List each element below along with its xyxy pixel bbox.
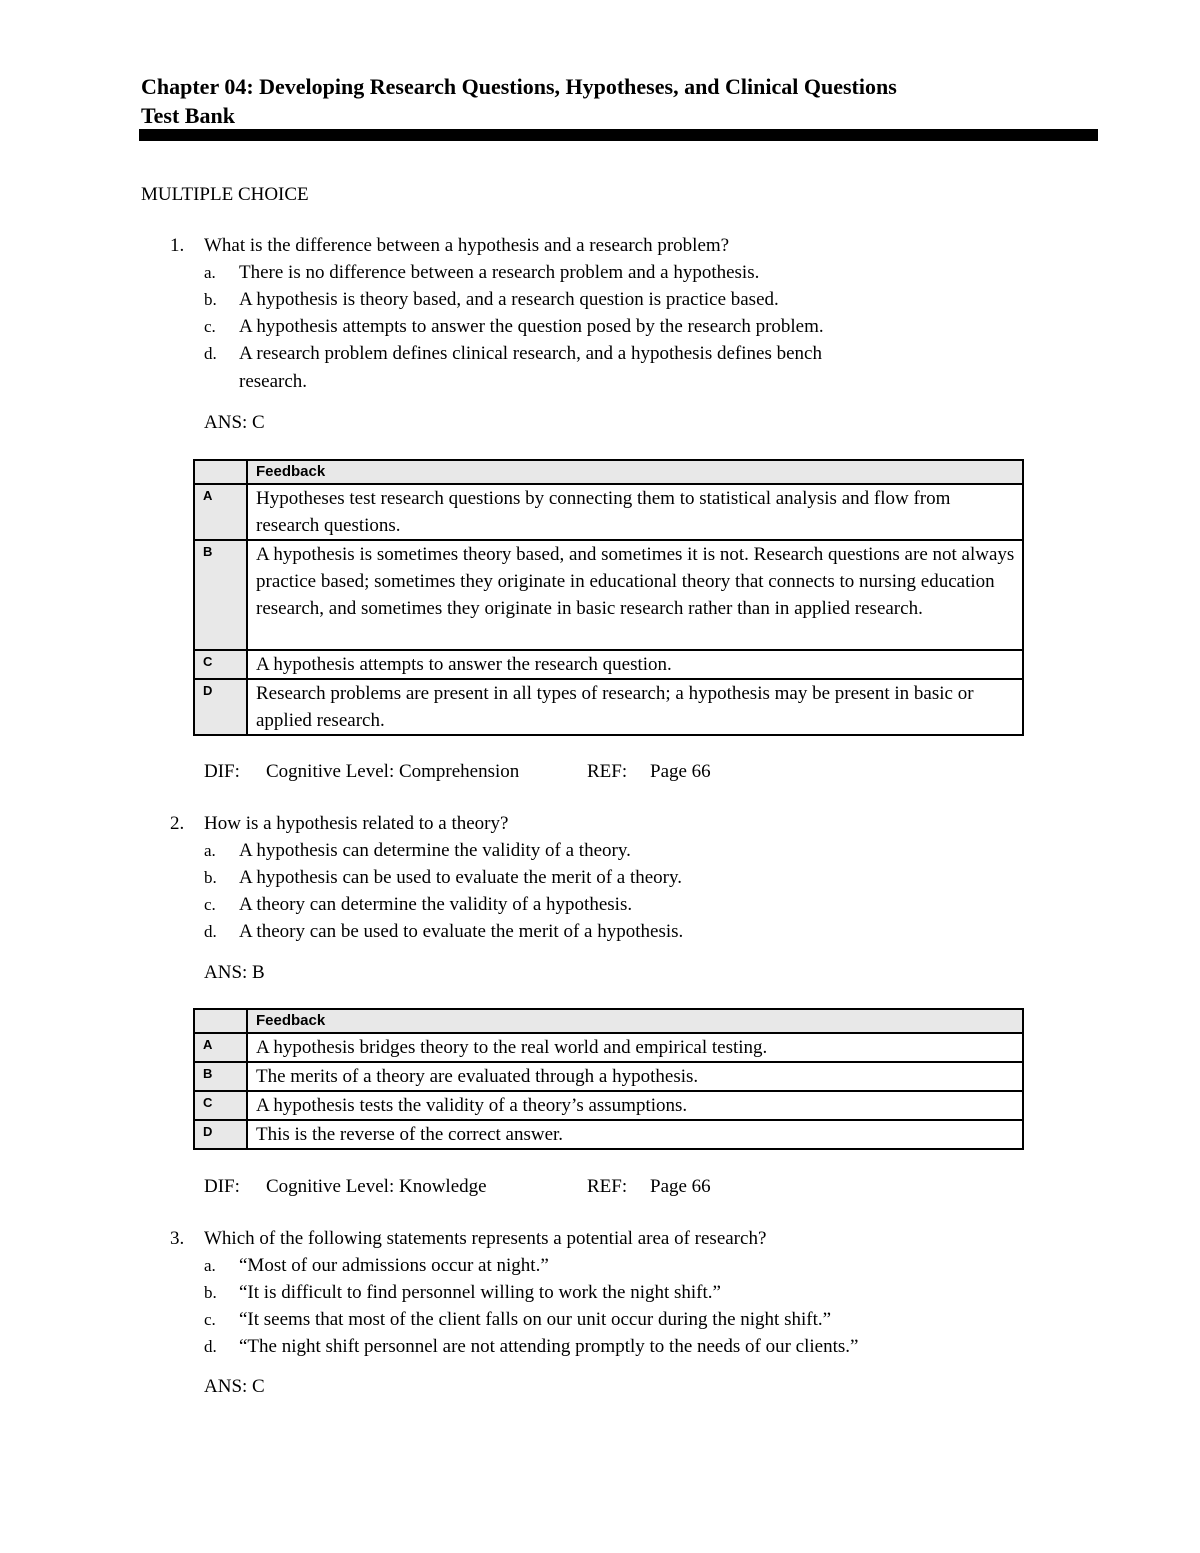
option-text: A hypothesis can determine the validity of a theory. bbox=[239, 840, 631, 861]
dif-value: Cognitive Level: Comprehension bbox=[266, 761, 520, 782]
ref-label: REF: bbox=[587, 761, 628, 782]
feedback-key: C bbox=[194, 1091, 247, 1120]
feedback-key: D bbox=[194, 679, 247, 735]
option-letter: d. bbox=[204, 1337, 217, 1356]
option-letter: b. bbox=[204, 1283, 217, 1302]
chapter-title: Chapter 04: Developing Research Questions, Hypotheses, and Clinical Questions bbox=[141, 74, 897, 99]
option-text: A hypothesis is theory based, and a research question is practice based. bbox=[239, 289, 779, 310]
feedback-text: A hypothesis is sometimes theory based, and sometimes it is not. Research questions are not always practice based; sometimes they originate in educational theory that connects to nursing education research, and sometimes they originate in basic research rather than in applied research. bbox=[247, 540, 1023, 650]
option-letter: a. bbox=[204, 841, 216, 860]
feedback-row bbox=[194, 650, 1023, 679]
feedback-text: This is the reverse of the correct answer. bbox=[247, 1120, 1023, 1149]
feedback-row bbox=[194, 484, 1023, 540]
option-text: “Most of our admissions occur at night.” bbox=[239, 1255, 549, 1276]
feedback-table bbox=[193, 1008, 1024, 1150]
option-letter: b. bbox=[204, 290, 217, 309]
option-letter: d. bbox=[204, 922, 217, 941]
option-letter: c. bbox=[204, 317, 216, 336]
question-stem: Which of the following statements represents a potential area of research? bbox=[204, 1228, 767, 1249]
feedback-key: A bbox=[194, 1033, 247, 1062]
feedback-row bbox=[194, 1062, 1023, 1091]
feedback-row bbox=[194, 679, 1023, 735]
dif-label: DIF: bbox=[204, 1176, 240, 1197]
feedback-table bbox=[193, 459, 1024, 736]
option-letter: a. bbox=[204, 1256, 216, 1275]
question-stem: What is the difference between a hypothesis and a research problem? bbox=[204, 235, 730, 256]
feedback-row bbox=[194, 1033, 1023, 1062]
feedback-text: A hypothesis attempts to answer the research question. bbox=[247, 650, 1023, 679]
feedback-row bbox=[194, 540, 1023, 650]
ref-label: REF: bbox=[587, 1176, 628, 1197]
question-number: 3. bbox=[170, 1228, 185, 1249]
option-letter: a. bbox=[204, 263, 216, 282]
chapter-subtitle: Test Bank bbox=[141, 103, 235, 128]
option-text: A hypothesis attempts to answer the question posed by the research problem. bbox=[239, 316, 824, 337]
dif-value: Cognitive Level: Knowledge bbox=[266, 1176, 487, 1197]
feedback-header-row bbox=[194, 1009, 1023, 1033]
feedback-text: Hypotheses test research questions by connecting them to statistical analysis and flow from research questions. bbox=[247, 484, 1023, 540]
feedback-text: A hypothesis tests the validity of a theory’s assumptions. bbox=[247, 1091, 1023, 1120]
feedback-key: B bbox=[194, 1062, 247, 1091]
option-letter: c. bbox=[204, 895, 216, 914]
ref-value: Page 66 bbox=[650, 761, 711, 782]
option-text: “The night shift personnel are not attending promptly to the needs of our clients.” bbox=[239, 1336, 859, 1357]
feedback-row bbox=[194, 1091, 1023, 1120]
question-stem: How is a hypothesis related to a theory? bbox=[204, 813, 509, 834]
feedback-key: C bbox=[194, 650, 247, 679]
feedback-text: The merits of a theory are evaluated through a hypothesis. bbox=[247, 1062, 1023, 1091]
dif-label: DIF: bbox=[204, 761, 240, 782]
option-text: A theory can determine the validity of a hypothesis. bbox=[239, 894, 633, 915]
question-number: 2. bbox=[170, 813, 185, 834]
option-letter: c. bbox=[204, 1310, 216, 1329]
option-letter: b. bbox=[204, 868, 217, 887]
header-rule bbox=[139, 129, 1098, 141]
answer-line: ANS: C bbox=[204, 412, 265, 433]
option-text: “It seems that most of the client falls on our unit occur during the night shift.” bbox=[239, 1309, 832, 1330]
option-text: A hypothesis can be used to evaluate the merit of a theory. bbox=[239, 867, 683, 888]
option-letter: d. bbox=[204, 344, 217, 363]
feedback-text: A hypothesis bridges theory to the real world and empirical testing. bbox=[247, 1033, 1023, 1062]
option-text: A research problem defines clinical research, and a hypothesis defines bench bbox=[239, 343, 822, 364]
option-text: A theory can be used to evaluate the merit of a hypothesis. bbox=[239, 921, 684, 942]
feedback-header: Feedback bbox=[247, 460, 1023, 484]
section-title: MULTIPLE CHOICE bbox=[141, 184, 309, 205]
feedback-key: D bbox=[194, 1120, 247, 1149]
option-text: “It is difficult to find personnel willing to work the night shift.” bbox=[239, 1282, 721, 1303]
feedback-key: B bbox=[194, 540, 247, 650]
answer-line: ANS: B bbox=[204, 962, 265, 983]
option-text-continued: research. bbox=[239, 371, 308, 392]
question-number: 1. bbox=[170, 235, 185, 256]
feedback-header-row bbox=[194, 460, 1023, 484]
answer-line: ANS: C bbox=[204, 1376, 265, 1397]
feedback-header: Feedback bbox=[247, 1009, 1023, 1033]
feedback-key: A bbox=[194, 484, 247, 540]
option-text: There is no difference between a research problem and a hypothesis. bbox=[239, 262, 760, 283]
feedback-text: Research problems are present in all types of research; a hypothesis may be present in basic or applied research. bbox=[247, 679, 1023, 735]
feedback-row bbox=[194, 1120, 1023, 1149]
ref-value: Page 66 bbox=[650, 1176, 711, 1197]
